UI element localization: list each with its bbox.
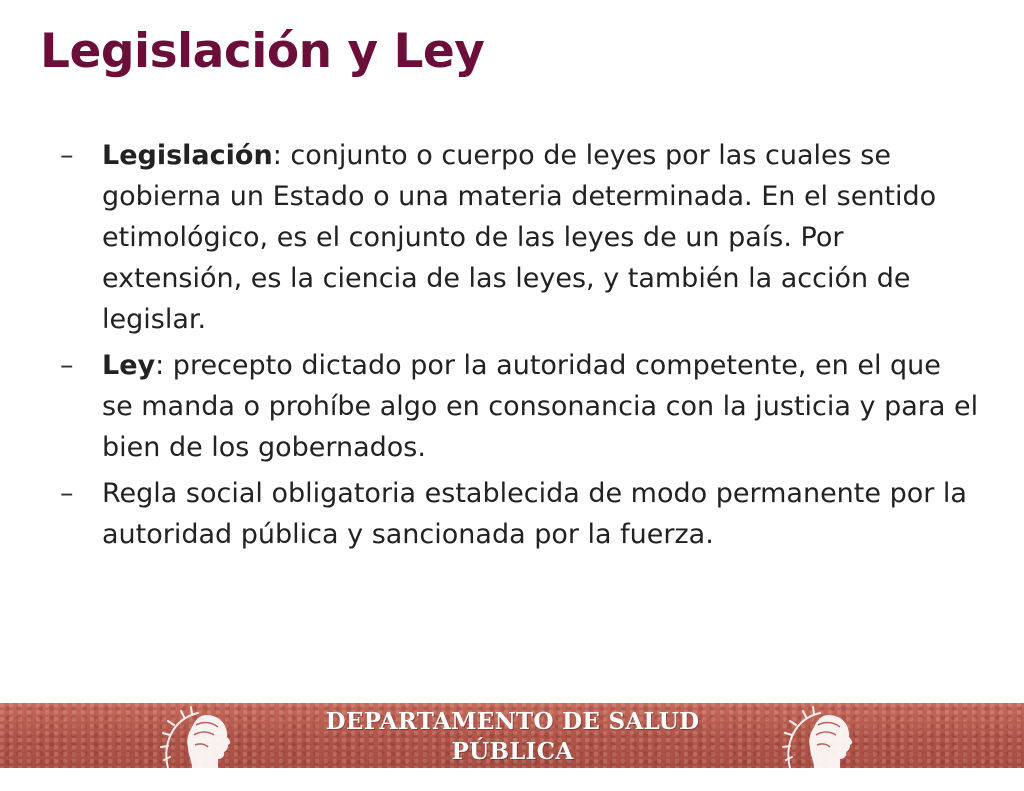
bullet-item-ley [60, 345, 980, 468]
bullet-list [60, 135, 980, 560]
bullet-term: Legislación [102, 140, 273, 171]
bullet-text: : conjunto o cuerpo de leyes por las cuales se gobierna un Estado o una materia determinada. En el sentido etimológico, es el conjunto de las leyes de un país. Por extensión, es la ciencia de las leyes, y también la acción de legislar. [102, 140, 937, 335]
footer-text [270, 707, 755, 791]
profile-seal-icon [148, 705, 248, 768]
slide-title: Legislación y Ley [40, 24, 485, 79]
dash-icon: – [60, 478, 74, 509]
profile-seal-icon [770, 705, 870, 768]
bullet-item-legislacion [60, 135, 980, 340]
bullet-text: : precepto dictado por la autoridad competente, en el que se manda o prohíbe algo en consonancia con la justicia y para el bien de los gobernados. [102, 350, 979, 463]
bullet-term: Ley [102, 350, 156, 381]
bullet-text: Regla social obligatoria establecida de modo permanente por la autoridad pública y sancionada por la fuerza. [102, 478, 967, 550]
department-name: DEPARTAMENTO DE SALUD PÚBLICA [325, 708, 700, 765]
dash-icon: – [60, 140, 74, 171]
bullet-item-regla [60, 473, 980, 555]
footer-banner [0, 703, 1024, 788]
dash-icon: – [60, 350, 74, 381]
faculty-name: Facultad de Medicina | Universidad de Buenos Aires [299, 769, 726, 788]
